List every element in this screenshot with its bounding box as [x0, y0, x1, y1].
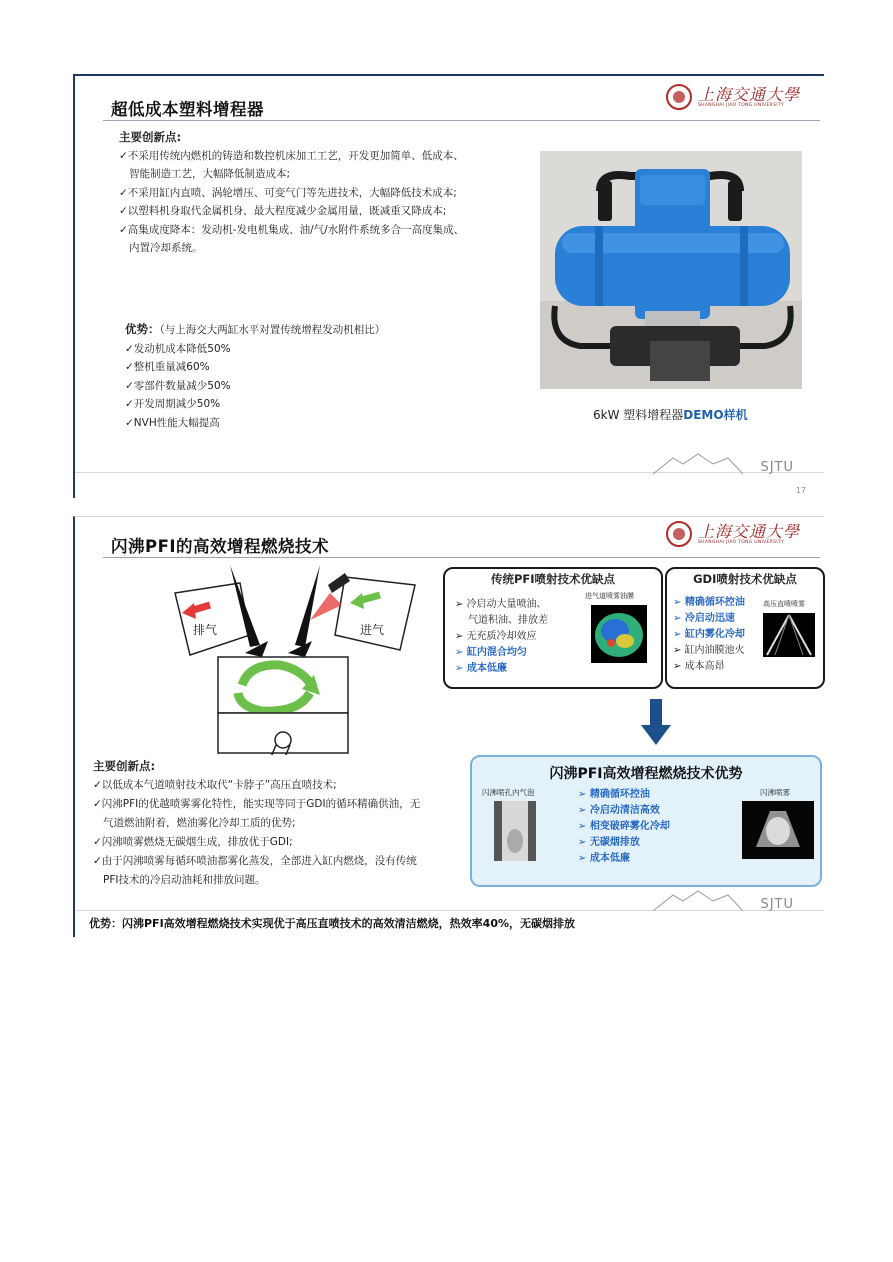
slide-title: 闪沸PFI的高效增程燃烧技术: [111, 537, 330, 556]
flash-pfi-advantage-box: [470, 755, 822, 887]
spray-image: [763, 613, 815, 657]
list-item: 气道积油、排放差: [468, 615, 548, 626]
advantage-list: [578, 787, 670, 867]
innovation-heading: 主要创新点:: [93, 759, 156, 773]
footer-mark: SJTU: [760, 897, 794, 912]
gdi-box: [665, 567, 825, 689]
exhaust-label: 排气: [193, 623, 218, 637]
cylinder-diagram: [170, 565, 420, 755]
list-item: ➢ 成本低廉: [578, 853, 630, 864]
logo-subtext: SHANGHAI JIAO TONG UNIVERSITY: [697, 539, 784, 545]
list-item: 气道燃油附着，燃油雾化冷却工质的优势;: [103, 817, 296, 829]
innovation-list: [93, 757, 420, 890]
list-item: ✓整机重量减60%: [125, 361, 210, 373]
logo-subtext: SHANGHAI JIAO TONG UNIVERSITY: [697, 102, 784, 108]
left-image-label: 闪沸喷孔内气泡: [482, 788, 535, 797]
list-item: ✓不采用传统内燃机的铸造和数控机床加工工艺，开发更加简单、低成本、: [119, 149, 464, 162]
list-item: ➢ 冷启动清洁高效: [578, 805, 660, 816]
list-item: 内置冷却系统。: [129, 242, 203, 254]
list-item: ➢ 无碳烟排放: [578, 837, 640, 848]
caption-highlight: DEMO样机: [683, 408, 748, 422]
list-item: 智能制造工艺，大幅降低制造成本;: [129, 168, 291, 180]
advantage-box-title: 闪沸PFI高效增程燃烧技术优势: [549, 766, 743, 782]
engine-illustration: [540, 151, 802, 389]
list-item: ➢ 成本低廉: [455, 663, 507, 674]
photo-caption: [593, 406, 748, 423]
list-item: ➢ 缸内油膜池火: [673, 645, 745, 656]
list-item: ✓由于闪沸喷雾每循环喷油都雾化蒸发，全部进入缸内燃烧，没有传统: [93, 855, 417, 867]
list-item: ✓以塑料机身取代金属机身，最大程度减少金属用量，既减重又降成本;: [119, 205, 447, 217]
list-item: ➢ 冷启动迅速: [673, 613, 735, 624]
pfi-box-title: 传统PFI喷射技术优缺点: [490, 572, 616, 586]
seal-icon: [666, 84, 692, 110]
list-item: ✓开发周期减少50%: [125, 398, 221, 410]
list-item: ➢ 成本高昂: [673, 661, 725, 672]
list-item: PFI技术的冷启动油耗和排放问题。: [103, 874, 266, 886]
bottom-conclusion: 优势：闪沸PFI高效增程燃烧技术实现优于高压直喷技术的高效清洁燃烧，热效率40%，无碳烟排放: [89, 917, 575, 930]
list-item: ➢ 冷启动大量喷油、: [455, 599, 547, 610]
university-logo: [666, 84, 800, 110]
list-item: ✓零部件数量减少50%: [125, 379, 231, 392]
pfi-list: [455, 597, 548, 677]
gdi-list: [673, 595, 745, 675]
innovation-list: [119, 128, 464, 258]
list-item: ➢ 缸内雾化冷却: [673, 629, 745, 640]
page-number: 17: [795, 486, 806, 495]
campus-gate-graphic: [653, 450, 743, 476]
slide-title: 超低成本塑料增程器: [111, 100, 264, 119]
advantage-list: [125, 320, 385, 432]
seal-icon: [666, 521, 692, 547]
list-item: ✓NVH性能大幅提高: [125, 416, 220, 429]
advantage-heading: 优势：: [125, 322, 160, 336]
right-image-label: 闪沸喷雾: [760, 788, 790, 797]
caption-text: 6kW 塑料增程器: [593, 408, 684, 422]
logo-text: 上海交通大學: [697, 84, 800, 104]
list-item: ➢ 精确循环控油: [578, 789, 650, 800]
list-item: ✓闪沸PFI的优越喷雾雾化特性，能实现等同于GDI的循环精确供油，无: [93, 798, 421, 810]
slide-combustion: [73, 516, 824, 937]
university-logo: [666, 521, 800, 547]
list-item: ➢ 无充质冷却效应: [455, 631, 537, 642]
list-item: ➢ 相变破碎雾化冷却: [578, 821, 670, 832]
title-divider: [103, 120, 820, 121]
down-arrow-icon: [641, 699, 671, 747]
list-item: ✓以低成本气道喷射技术取代“卡脖子”高压直喷技术;: [93, 779, 337, 791]
slide-engine: [73, 74, 824, 498]
innovation-heading: 主要创新点:: [119, 130, 182, 144]
footer-mark: SJTU: [760, 460, 794, 475]
flash-spray-image: [742, 801, 814, 859]
engine-photo: [540, 151, 802, 389]
pfi-image-label: 进气道喷雾油膜: [585, 592, 634, 600]
list-item: ✓发动机成本降低50%: [125, 342, 231, 355]
intake-label: 进气: [360, 623, 385, 637]
logo-text: 上海交通大學: [697, 521, 800, 541]
fuel-film-image: [591, 605, 647, 663]
title-divider: [103, 557, 820, 558]
list-item: ✓闪沸喷雾燃烧无碳烟生成，排放优于GDI;: [93, 836, 293, 848]
gdi-image-label: 高压直喷喷雾: [763, 600, 805, 608]
list-item: ✓高集成度降本：发动机-发电机集成、油/气/水附件系统多合一高度集成、: [119, 223, 465, 236]
nozzle-bubble-image: [494, 801, 536, 861]
pfi-box: [443, 567, 663, 689]
list-item: ➢ 缸内混合均匀: [455, 647, 527, 658]
campus-gate-graphic: [653, 889, 743, 913]
gdi-box-title: GDI喷射技术优缺点: [693, 572, 797, 586]
list-item: ✓不采用缸内直喷、涡轮增压、可变气门等先进技术，大幅降低技术成本;: [119, 186, 457, 199]
advantage-note: （与上海交大两缸水平对置传统增程发动机相比）: [159, 324, 386, 336]
list-item: ➢ 精确循环控油: [673, 597, 745, 608]
